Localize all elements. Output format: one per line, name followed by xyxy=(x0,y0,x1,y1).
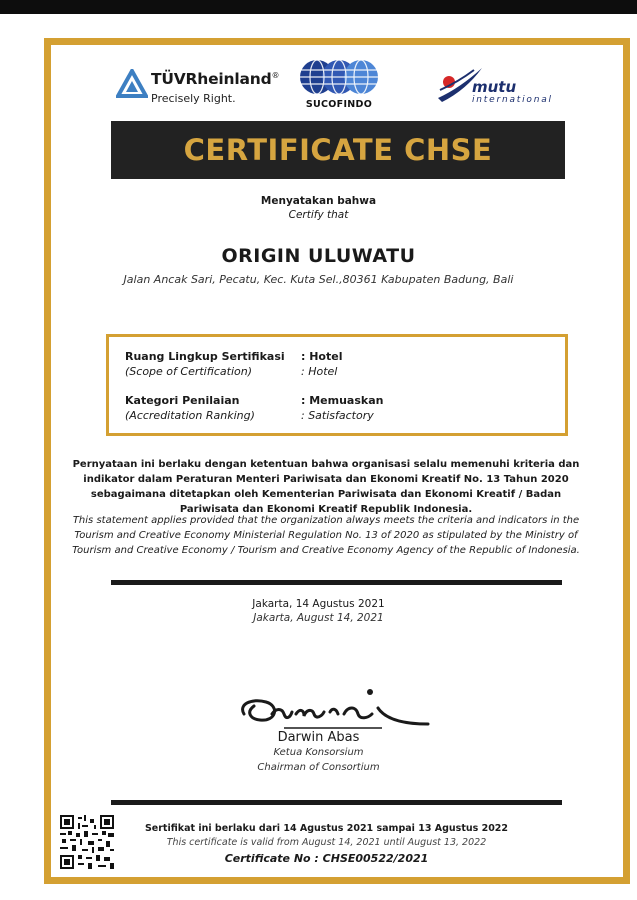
scan-edge xyxy=(0,0,637,14)
mutu-name: mutu xyxy=(472,78,517,96)
divider-top xyxy=(111,580,562,585)
signatory-title-en: Chairman of Consortium xyxy=(257,762,380,773)
divider-bottom xyxy=(111,800,562,805)
rank-label-en: (Accreditation Ranking) xyxy=(125,409,255,422)
signatory-title-id: Ketua Konsorsium xyxy=(273,747,364,758)
date-id: Jakarta, 14 Agustus 2021 xyxy=(252,598,385,610)
certificate-title: CERTIFICATE CHSE xyxy=(183,133,493,167)
mutu-subtitle: international xyxy=(472,95,553,105)
certificate-number: Certificate No : CHSE00522/2021 xyxy=(224,852,429,865)
scope-box xyxy=(106,334,568,436)
scope-value-en: : Hotel xyxy=(301,365,338,378)
certify-en: Certify that xyxy=(288,209,349,221)
rank-value-id: : Memuaskan xyxy=(301,394,384,407)
signatory-name: Darwin Abas xyxy=(277,730,360,745)
certify-id: Menyatakan bahwa xyxy=(260,195,377,207)
statement-id: Pernyataan ini berlaku dengan ketentuan bahwa organisasi selalu memenuhi kriteria dan indikator dalam Peraturan Menteri Pariwisata dan Ekonomi Kreatif No. 13 Tahun 2020 sebagaimana ditetapkan oleh Kementerian Pariwisata dan Ekonomi Kreatif / Badan Pariwisata dan Ekonomi Kreatif Republik Indonesia. xyxy=(72,459,580,515)
signature-mark xyxy=(232,684,442,730)
organization-name: ORIGIN ULUWATU xyxy=(221,245,416,267)
mutu-international-logo xyxy=(436,60,560,108)
date-en: Jakarta, August 14, 2021 xyxy=(253,612,384,624)
sucofindo-globe-icon xyxy=(297,58,381,98)
scope-label-id: Ruang Lingkup Sertifikasi xyxy=(125,350,285,363)
scope-label-en: (Scope of Certification) xyxy=(125,365,252,378)
sucofindo-logo xyxy=(297,58,381,112)
tuv-triangle-icon xyxy=(116,69,148,99)
tuv-tagline: Precisely Right. xyxy=(151,92,236,105)
tuv-registered-mark: ® xyxy=(271,70,280,80)
sucofindo-name: SUCOFINDO xyxy=(305,99,373,110)
certificate-title-bar xyxy=(111,121,565,179)
tuv-rheinland-logo xyxy=(116,67,280,107)
tuv-name: TÜVRheinland xyxy=(151,70,272,88)
validity-id: Sertifikat ini berlaku dari 14 Agustus 2021 sampai 13 Agustus 2022 xyxy=(144,823,509,834)
validity-en: This certificate is valid from August 14, 2021 until August 13, 2022 xyxy=(166,837,487,848)
logo-row xyxy=(0,58,637,114)
statement-en: This statement applies provided that the organization always meets the criteria and indicators in the Tourism and Creative Economy Ministerial Regulation No. 13 of 2020 as stipulated by the Ministry of Tourism and Creative Economy / Tourism and Creative Economy Agency of the Republic of Indonesia. xyxy=(72,515,580,556)
organization-address: Jalan Ancak Sari, Pecatu, Kec. Kuta Sel.,80361 Kabupaten Badung, Bali xyxy=(123,273,514,286)
scope-value-id: : Hotel xyxy=(301,350,343,363)
rank-label-id: Kategori Penilaian xyxy=(125,394,240,407)
rank-value-en: : Satisfactory xyxy=(301,409,374,422)
